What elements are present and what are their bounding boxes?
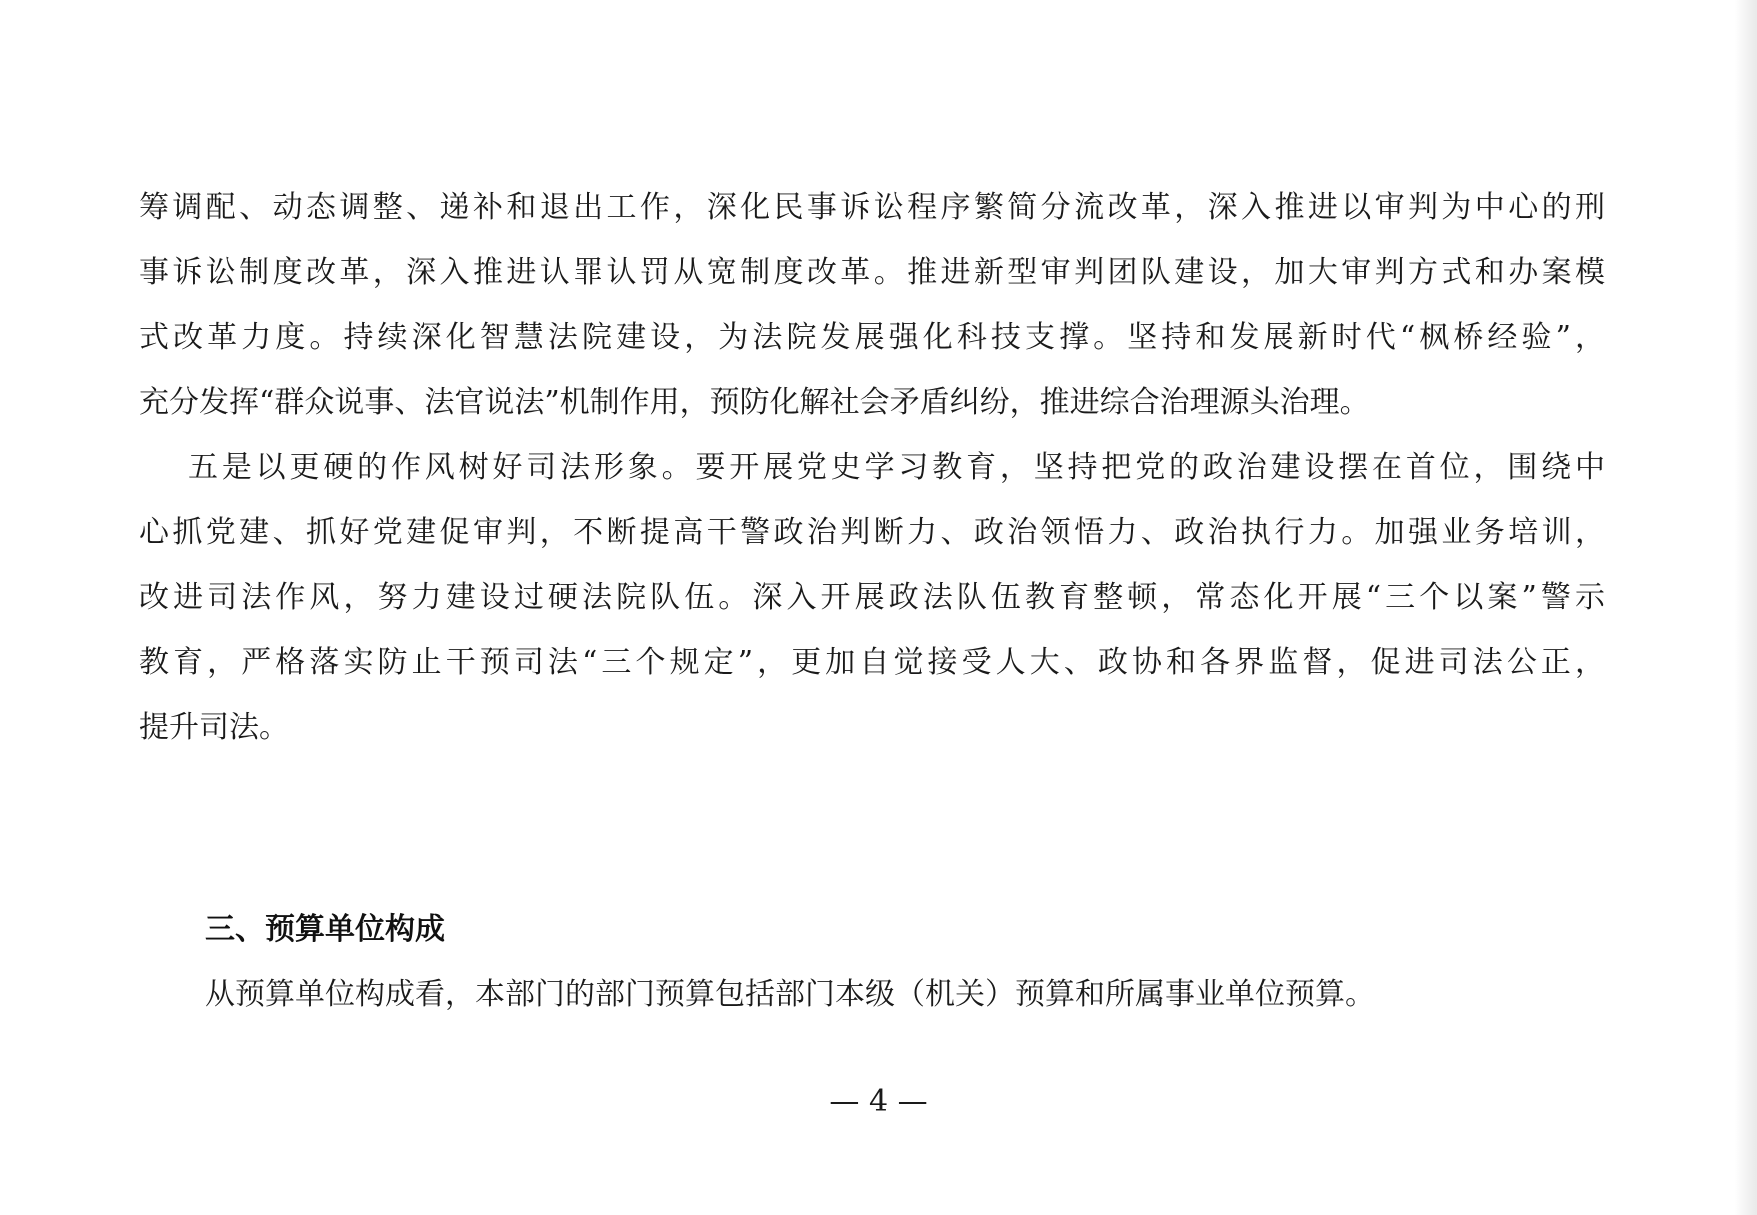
paragraph-line: 心抓党建、抓好党建促审判，不断提高干警政治判断力、政治领悟力、政治执行力。加强业务培训，: [139, 515, 1605, 550]
page-number: — 4 —: [829, 1084, 928, 1119]
paragraph-line: 筹调配、动态调整、递补和退出工作，深化民事诉讼程序繁简分流改革，深入推进以审判为中心的刑: [139, 190, 1605, 225]
section-text: 从预算单位构成看，本部门的部门预算包括部门本级（机关）预算和所属事业单位预算。: [205, 977, 1375, 1012]
paragraph-line: 式改革力度。持续深化智慧法院建设，为法院发展强化科技支撑。坚持和发展新时代“枫桥经验”，: [139, 320, 1605, 355]
scan-edge: [1735, 0, 1757, 1215]
paragraph-line: 教育，严格落实防止干预司法“三个规定”，更加自觉接受人大、政协和各界监督，促进司法公正，: [139, 645, 1605, 680]
paragraph-line: 事诉讼制度改革，深入推进认罪认罚从宽制度改革。推进新型审判团队建设，加大审判方式和办案模: [139, 255, 1605, 290]
paragraph-line: 充分发挥“群众说事、法官说法”机制作用，预防化解社会矛盾纠纷，推进综合治理源头治理。: [139, 385, 1370, 420]
paragraph-line: 五是以更硬的作风树好司法形象。要开展党史学习教育，坚持把党的政治建设摆在首位，围绕中: [188, 450, 1605, 485]
section-heading: 三、预算单位构成: [205, 912, 445, 947]
paragraph-line: 提升司法。: [139, 710, 289, 745]
paragraph-line: 改进司法作风，努力建设过硬法院队伍。深入开展政法队伍教育整顿，常态化开展“三个以案”警示: [139, 580, 1605, 615]
